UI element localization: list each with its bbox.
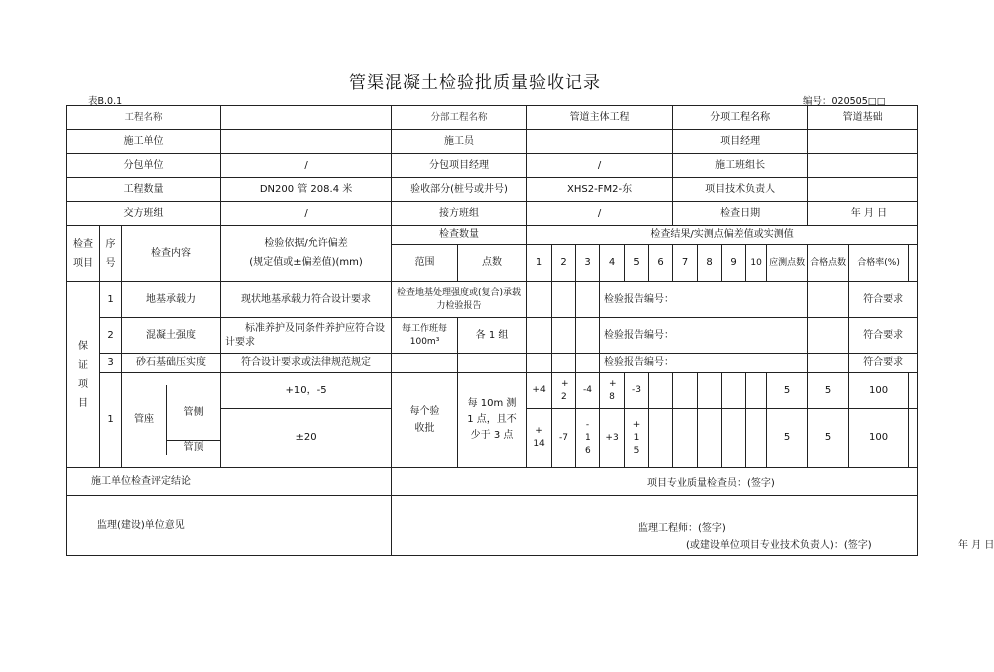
header-qty: 检查数量 [392, 226, 527, 245]
row-seq: 1 [100, 282, 122, 318]
side-val-3: -4 [576, 373, 600, 409]
row-seq: 3 [100, 354, 122, 373]
header-col-1: 1 [527, 245, 552, 282]
header-col-3: 3 [576, 245, 600, 282]
side-qualified: 5 [808, 373, 849, 409]
table-row [67, 318, 918, 354]
item-project-value[interactable]: 管道基础 [808, 106, 918, 130]
row-report[interactable]: 检验报告编号： [600, 354, 808, 373]
header-spare [909, 245, 918, 282]
info-row-quantity [67, 178, 918, 202]
header-basis-line2: (规定值或±偏差值)(mm) [249, 257, 363, 268]
top-qualified: 5 [808, 409, 849, 468]
quantity-value[interactable]: DN200 管 208.4 米 [221, 178, 392, 202]
side-rate: 100 [849, 373, 909, 409]
header-col-10: 10 [746, 245, 767, 282]
supervisor-sign: 监理工程师：(签字) [638, 523, 726, 534]
row-content: 混凝土强度 [122, 318, 221, 354]
construction-unit-label: 施工单位 [67, 130, 221, 154]
info-row-construction [67, 130, 918, 154]
header-qualified: 合格点数 [808, 245, 849, 282]
top-val-5: +15 [625, 409, 649, 468]
accept-part-value[interactable]: XHS2-FM2-东 [527, 178, 673, 202]
header-col-2: 2 [552, 245, 576, 282]
header-col-7: 7 [673, 245, 698, 282]
sub-project-value[interactable]: 管道主体工程 [527, 106, 673, 130]
header-basis-line1: 检验依据/允许偏差 [264, 238, 348, 249]
construction-conclusion-value[interactable] [392, 468, 918, 496]
row-basis: 现状地基承载力符合设计要求 [221, 282, 392, 318]
accept-part-label: 验收部分(桩号或井号) [392, 178, 527, 202]
receiver-team-label: 接方班组 [392, 202, 527, 226]
worker-value[interactable] [527, 130, 673, 154]
footer-row-supervisor [67, 496, 918, 556]
row-report[interactable]: 检验报告编号： [600, 282, 808, 318]
header-col-9: 9 [722, 245, 746, 282]
row-range: 每工作班每 100m³ [392, 318, 458, 354]
top-val-3: -16 [576, 409, 600, 468]
header-col-8: 8 [698, 245, 722, 282]
header-col-4: 4 [600, 245, 625, 282]
top-val-2: -7 [552, 409, 576, 468]
team-leader-value[interactable] [808, 154, 918, 178]
handover-team-value[interactable]: / [221, 202, 392, 226]
row-report[interactable]: 检验报告编号： [600, 318, 808, 354]
top-val-4: +3 [600, 409, 625, 468]
side-val-5: -3 [625, 373, 649, 409]
quantity-label: 工程数量 [67, 178, 221, 202]
row-content: 地基承载力 [122, 282, 221, 318]
header-points: 点数 [458, 245, 527, 282]
header-range: 范围 [392, 245, 458, 282]
header-col-5: 5 [625, 245, 649, 282]
tech-lead-value[interactable] [808, 178, 918, 202]
pipe-range: 每个验收批 [392, 373, 458, 468]
info-row-handover [67, 202, 918, 226]
header-seq: 序号 [100, 226, 122, 282]
pipe-cell [122, 373, 221, 468]
row-rate: 符合要求 [849, 318, 918, 354]
supervisor-opinion-value[interactable] [392, 496, 994, 556]
tech-lead-label: 项目技术负责人 [673, 178, 808, 202]
pipe-side-basis: +10，-5 [221, 373, 392, 409]
receiver-team-value[interactable]: / [527, 202, 673, 226]
row-seq: 2 [100, 318, 122, 354]
pipe-side-label: 管侧 [167, 385, 220, 441]
info-row-project [67, 106, 918, 130]
top-rate: 100 [849, 409, 909, 468]
header-check-item: 检查项目 [67, 226, 100, 282]
handover-team-label: 交方班组 [67, 202, 221, 226]
side-val-4: +8 [600, 373, 625, 409]
footer-row-construction [67, 468, 918, 496]
top-should: 5 [767, 409, 808, 468]
row-range: 检查地基处理强度或(复合)承载力检验报告 [392, 282, 527, 318]
inspection-record-table [66, 105, 994, 575]
side-val-1: +4 [527, 373, 552, 409]
row-rate: 符合要求 [849, 354, 918, 373]
row-basis: 符合设计要求或法律规范规定 [221, 354, 392, 373]
row-basis: 标准养护及同条件养护应符合设计要求 [221, 318, 392, 354]
pipe-top-label: 管顶 [183, 442, 204, 453]
sub-project-label: 分部工程名称 [392, 106, 527, 130]
table-label: 表B.0.1 [88, 96, 123, 107]
project-manager-label: 项目经理 [673, 130, 808, 154]
header-should: 应测点数 [767, 245, 808, 282]
check-date-label: 检查日期 [673, 202, 808, 226]
project-manager-value[interactable] [808, 130, 918, 154]
qc-sign: 项目专业质量检查员：(签字) [647, 478, 775, 489]
sign-date: 年 月 日 [958, 540, 994, 551]
team-leader-label: 施工班组长 [673, 154, 808, 178]
side-should: 5 [767, 373, 808, 409]
info-row-subcontractor [67, 154, 918, 178]
check-date-value[interactable]: 年 月 日 [808, 202, 918, 226]
pipe-seq: 1 [100, 373, 122, 468]
row-content: 砂石基础压实度 [122, 354, 221, 373]
row-points: 各 1 组 [458, 318, 527, 354]
header-col-6: 6 [649, 245, 673, 282]
top-val-1: +14 [527, 409, 552, 468]
construction-conclusion-label: 施工单位检查评定结论 [67, 468, 392, 496]
main-group-label: 保证项目 [67, 282, 100, 468]
header-results: 检查结果/实测点偏差值或实测值 [527, 226, 918, 245]
subcontractor-value[interactable]: / [221, 154, 392, 178]
header-rate: 合格率(%) [849, 245, 909, 282]
project-name-value[interactable] [221, 106, 392, 130]
owner-sign: (或建设单位项目专业技术负责人)：(签字) [686, 540, 872, 551]
pipe-name: 管座 [122, 385, 167, 455]
pipe-points: 每 10m 测 1 点，且不少于 3 点 [458, 373, 527, 468]
worker-label: 施工员 [392, 130, 527, 154]
item-project-label: 分项工程名称 [673, 106, 808, 130]
page-title: 管渠混凝土检验批质量验收记录 [349, 73, 601, 93]
construction-unit-value[interactable] [221, 130, 392, 154]
table-row [67, 282, 918, 318]
row-rate: 符合要求 [849, 282, 918, 318]
side-val-2: +2 [552, 373, 576, 409]
header-basis [221, 226, 392, 282]
header-content: 检查内容 [122, 226, 221, 282]
sub-manager-label: 分包项目经理 [392, 154, 527, 178]
pipe-top-basis: ±20 [221, 409, 392, 468]
table-row [67, 354, 918, 373]
project-name-label: 工程名称 [67, 106, 221, 130]
sub-manager-value[interactable]: / [527, 154, 673, 178]
code-label: 编号：020505□□ [803, 96, 886, 107]
header-row-1 [67, 226, 918, 245]
table-row [67, 373, 918, 409]
subcontractor-label: 分包单位 [67, 154, 221, 178]
supervisor-label: 监理(建设)单位意见 [67, 496, 392, 556]
